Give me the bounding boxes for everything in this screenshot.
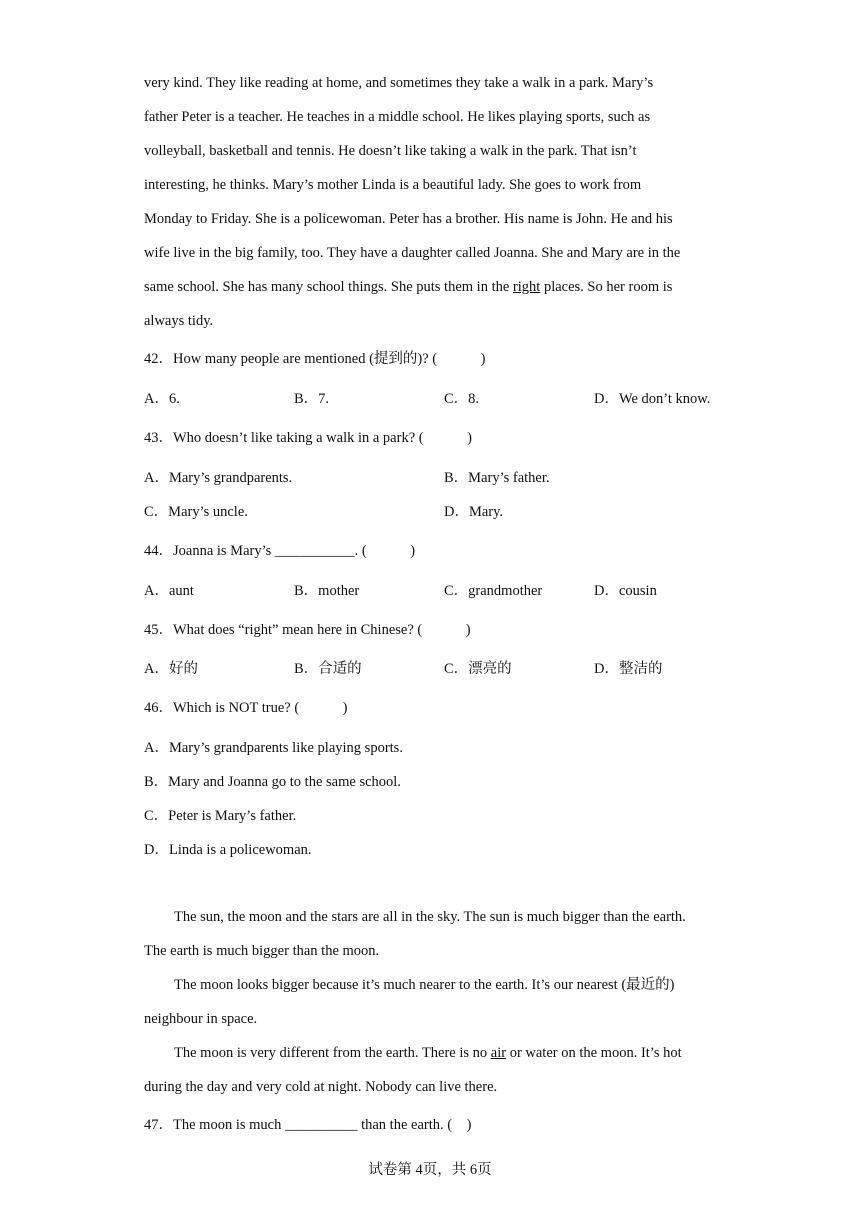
q43-option-d: D．Mary. xyxy=(444,504,504,520)
passage1-line: volleyball, basketball and tennis. He doesn’t like taking a walk in the park. That isn’t xyxy=(144,143,637,159)
q45-option-a: A．好的 xyxy=(144,661,198,677)
q44-option-b: B．mother xyxy=(294,583,360,599)
q45-option-c: C．漂亮的 xyxy=(444,661,512,677)
page-footer: 试卷第 4页，共 6页 xyxy=(368,1162,492,1178)
passage1-line: very kind. They like reading at home, and sometimes they take a walk in a park. Mary’s xyxy=(144,75,654,91)
question-44-stem: 44．Joanna is Mary’s ___________. ( ) xyxy=(144,543,416,559)
passage1-line: Monday to Friday. She is a policewoman. Peter has a brother. His name is John. He and his xyxy=(144,211,673,227)
passage1-text: same school. She has many school things. She puts them in the xyxy=(144,279,513,295)
passage2-line: The earth is much bigger than the moon. xyxy=(144,943,380,959)
passage2-line: The moon looks bigger because it’s much nearer to the earth. It’s our nearest (最近的) xyxy=(174,977,675,993)
question-42-stem: 42．How many people are mentioned (提到的)? ( ) xyxy=(144,351,486,367)
passage1-line: always tidy. xyxy=(144,313,214,329)
q42-option-b: B．7. xyxy=(294,391,330,407)
passage1-line xyxy=(144,277,672,297)
question-47-stem: 47．The moon is much __________ than the earth. ( ) xyxy=(144,1117,472,1133)
q42-option-a: A．6. xyxy=(144,391,180,407)
passage1-line: wife live in the big family, too. They have a daughter called Joanna. She and Mary are in the xyxy=(144,245,681,261)
q43-option-a: A．Mary’s grandparents. xyxy=(144,470,293,486)
underlined-word-right: right xyxy=(512,279,541,295)
q43-option-b: B．Mary’s father. xyxy=(444,470,550,486)
q44-option-a: A．aunt xyxy=(144,583,194,599)
passage2-line: The sun, the moon and the stars are all in the sky. The sun is much bigger than the earth. xyxy=(174,909,686,925)
passage1-line: father Peter is a teacher. He teaches in a middle school. He likes playing sports, such as xyxy=(144,109,651,125)
passage1-line: interesting, he thinks. Mary’s mother Linda is a beautiful lady. She goes to work from xyxy=(144,177,642,193)
passage2-line: during the day and very cold at night. Nobody can live there. xyxy=(144,1079,498,1095)
q42-option-d: D．We don’t know. xyxy=(594,391,711,407)
passage2-text: or water on the moon. It’s hot xyxy=(506,1045,682,1061)
q46-option-a: A．Mary’s grandparents like playing sports. xyxy=(144,740,403,756)
q44-option-c: C．grandmother xyxy=(444,583,543,599)
question-46-stem: 46．Which is NOT true? ( ) xyxy=(144,700,348,716)
passage2-line xyxy=(174,1043,682,1063)
q45-option-d: D．整洁的 xyxy=(594,661,663,677)
q46-option-d: D．Linda is a policewoman. xyxy=(144,842,312,858)
question-45-stem: 45．What does “right” mean here in Chinese? ( ) xyxy=(144,622,471,638)
question-43-stem: 43．Who doesn’t like taking a walk in a park? ( ) xyxy=(144,430,472,446)
passage2-text: The moon is very different from the earth. There is no xyxy=(174,1045,491,1061)
q46-option-b: B．Mary and Joanna go to the same school. xyxy=(144,774,401,790)
q46-option-c: C．Peter is Mary’s father. xyxy=(144,808,297,824)
q42-option-c: C．8. xyxy=(444,391,480,407)
passage2-line: neighbour in space. xyxy=(144,1011,258,1027)
q43-option-c: C．Mary’s uncle. xyxy=(144,504,248,520)
passage1-text: places. So her room is xyxy=(540,279,673,295)
underlined-word-air: air xyxy=(490,1045,507,1061)
q44-option-d: D．cousin xyxy=(594,583,657,599)
q45-option-b: B．合适的 xyxy=(294,661,362,677)
